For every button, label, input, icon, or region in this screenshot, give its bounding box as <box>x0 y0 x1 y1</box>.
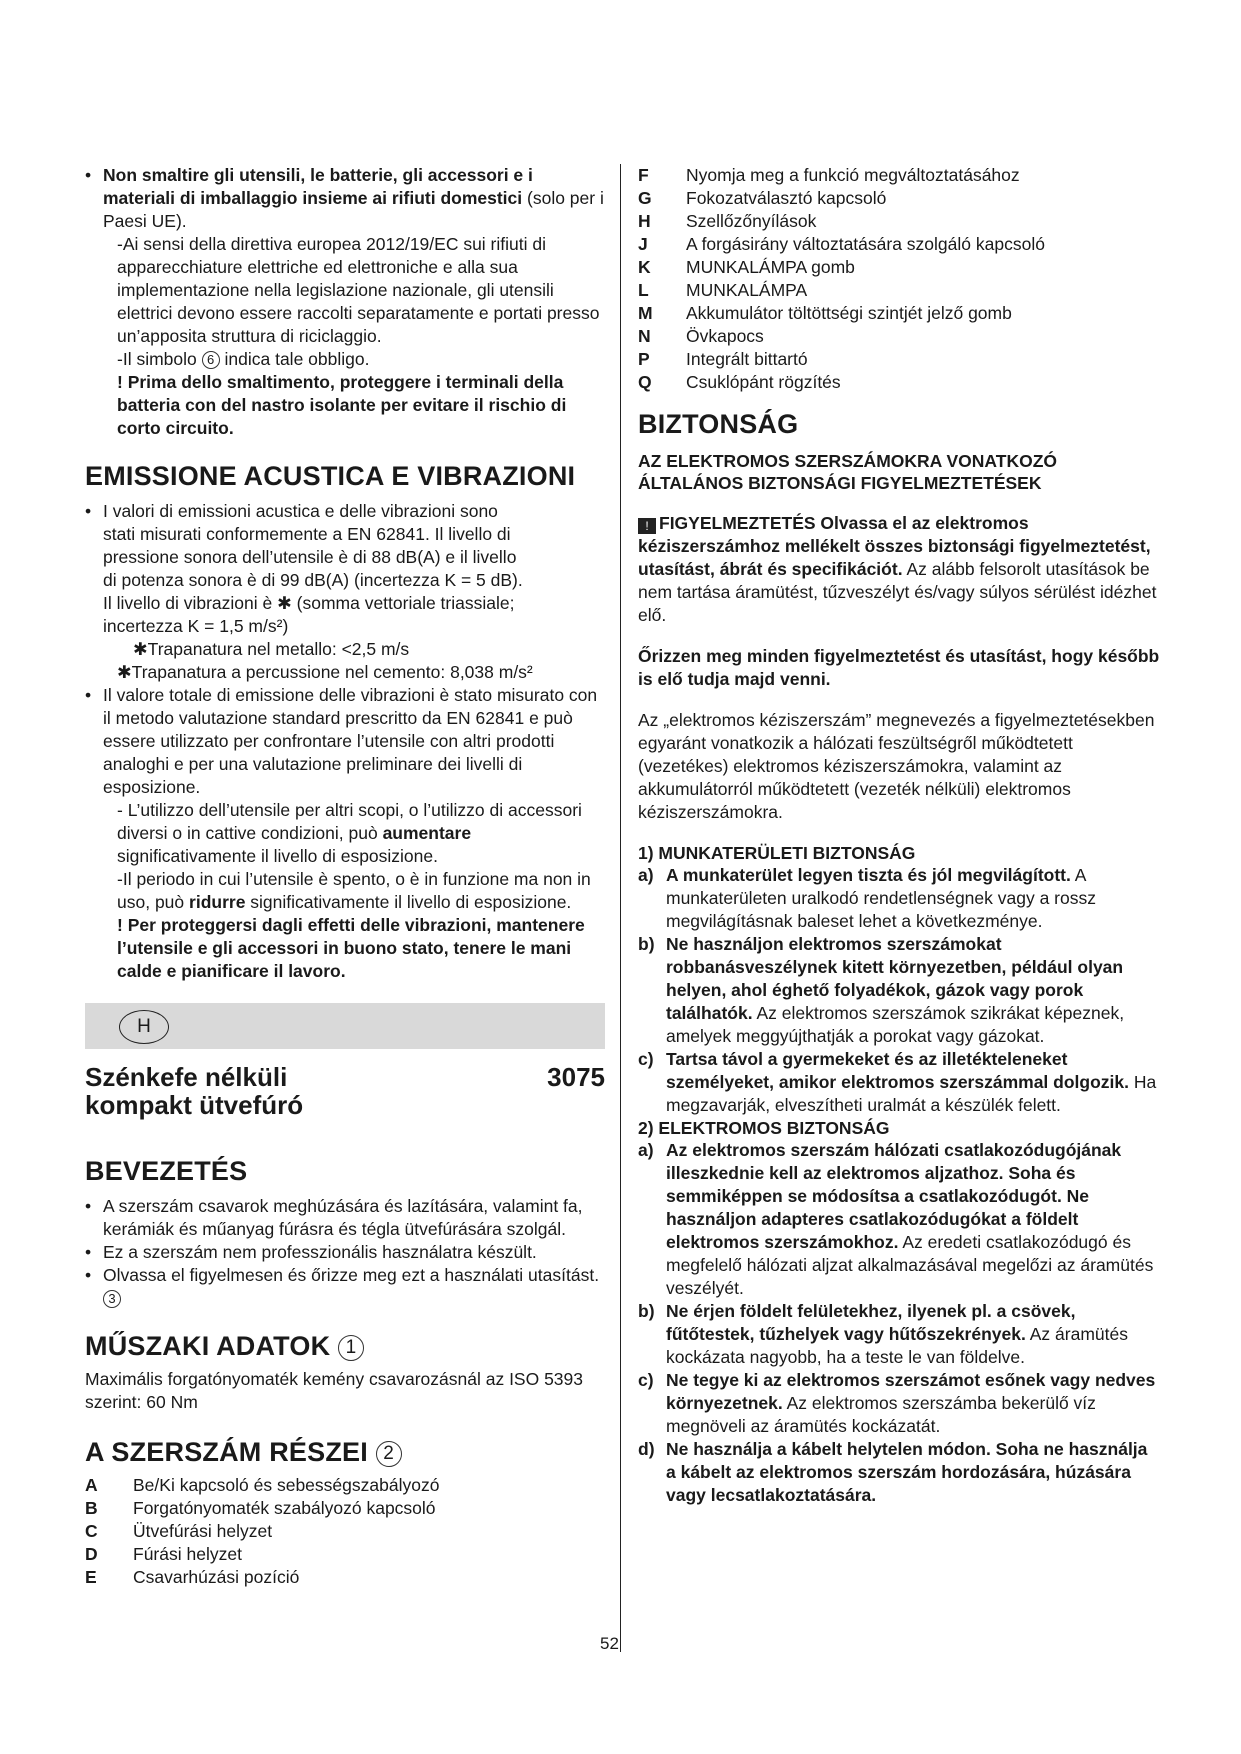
intro-title: BEVEZETÉS <box>85 1156 248 1186</box>
disposal-directive: -Ai sensi della direttiva europea 2012/19/EC sui rifiuti di apparecchiature elettriche ed elettroniche e alla sua implementazione nella legislazione nazionale, gli utensili elettrici devono essere raccolti separatamente e portati presso un’apposita struttura di riciclaggio. <box>117 234 600 346</box>
tech-title: MŰSZAKI ADATOK 1 <box>85 1330 605 1362</box>
page-number: 52 <box>600 1634 619 1653</box>
work-area-title: 1) MUNKATERÜLETI BIZTONSÁG <box>638 843 916 863</box>
emission-bullet-2: • Il valore totale di emissione delle vibrazioni è stato misurato con il metodo valutazione standard prescritto da EN 62841 e può essere utilizzato per confrontare l’utensile con altri prodotti analoghi e per una valutazione preliminare dei livelli di esposizione. <box>85 684 605 799</box>
parts-row: C Ütvefúrási helyzet <box>85 1521 273 1541</box>
disposal-rest: (solo per i Paesi UE). <box>103 188 604 231</box>
parts-row: Q Csuklópánt rögzítés <box>638 372 841 392</box>
parts-row: K MUNKALÁMPA gomb <box>638 257 855 277</box>
work-area-b: b) Ne használjon elektromos szerszámokat robbanásveszélynek kitett környezetben, például olyan helyen, ahol éghető folyadékok, gázok vagy porok találhatók. Az elektromos szerszámok szikrákat képeznek, amelyek meggyújthatják a porokat vagy gázokat. <box>638 934 1125 1046</box>
intro-bullet-3: • Olvassa el figyelmesen és őrizze meg ezt a használati utasítást.3 <box>85 1264 605 1310</box>
safety-keep: Őrizzen meg minden figyelmeztetést és utasítást, hogy később is elő tudja majd venni. <box>638 646 1160 689</box>
product-title-line-2: kompakt ütvefúró <box>85 1090 304 1120</box>
electrical-b: b) Ne érjen földelt felületekhez, ilyenek pl. a csövek, fűtőtestek, tűzhelyek vagy hűtőszekrények. Az áramütés kockázata nagyobb, ha a teste le van földelve. <box>638 1301 1128 1367</box>
emission-bullet-1: • I valori di emissioni acustica e delle vibrazioni sono stati misurati conformemente a EN 62841. Il livello di pressione sonora dell’utensile è di 88 dB(A) e il livello di potenza sonora è di 99 dB(A) (incertezza K = 5 dB). Il livello di vibrazioni è ✱ (somma vettoriale triassiale; incertezza K = 1,5 m/s²) <box>85 500 605 638</box>
left-column <box>85 164 605 1589</box>
safety-subtitle: AZ ELEKTROMOS SZERSZÁMOKRA VONATKOZÓ ÁLTALÁNOS BIZTONSÁGI FIGYELMEZTETÉSEK <box>638 451 1058 493</box>
parts-table <box>85 1474 439 1589</box>
parts-row: D Fúrási helyzet <box>85 1544 242 1564</box>
parts-row: B Forgatónyomaték szabályozó kapcsoló <box>85 1498 436 1518</box>
parts-row: H Szellőzőnyílások <box>638 211 817 231</box>
vibration-metal: ✱Trapanatura nel metallo: <2,5 m/s <box>133 639 410 659</box>
parts-row: A Be/Ki kapcsoló és sebességszabályozó <box>85 1475 440 1495</box>
language-badge: H <box>119 1010 169 1044</box>
ref-circle-3: 3 <box>103 1290 121 1308</box>
ref-circle-6: 6 <box>202 351 220 369</box>
parts-table-cont <box>638 164 1045 394</box>
ref-circle-2: 2 <box>376 1441 402 1467</box>
parts-row: F Nyomja meg a funkció megváltoztatásához <box>638 165 1020 185</box>
intro-bullet-1: • A szerszám csavarok meghúzására és lazítására, valamint fa, kerámiák és műanyag fúrásra és tégla ütvefúrására szolgál. <box>85 1195 605 1241</box>
intro-bullet-2: • Ez a szerszám nem professzionális használatra készült. <box>85 1241 605 1264</box>
parts-title: A SZERSZÁM RÉSZEI 2 <box>85 1436 605 1468</box>
parts-row: M Akkumulátor töltöttségi szintjét jelző gomb <box>638 303 1012 323</box>
safety-title: BIZTONSÁG <box>638 409 799 439</box>
parts-row: G Fokozatválasztó kapcsoló <box>638 188 887 208</box>
work-area-c: c) Tartsa távol a gyermekeket és az illetékteleneket személyeket, amikor elektromos szerszámmal dolgozik. Ha megzavarják, elveszítheti uralmát a készülék felett. <box>638 1049 1157 1115</box>
column-divider <box>620 164 621 1652</box>
emission-list <box>85 500 605 638</box>
emission-dash-1: - L’utilizzo dell’utensile per altri scopi, o l’utilizzo di accessori diversi o in cattive condizioni, può aumentare significativamente il livello di esposizione. <box>117 800 582 866</box>
warning-icon: ! <box>638 518 656 534</box>
parts-row: E Csavarhúzási pozíció <box>85 1567 300 1587</box>
disposal-list <box>85 164 605 233</box>
electrical-a: a) Az elektromos szerszám hálózati csatlakozódugójának illeszkednie kell az elektromos aljzathoz. Soha és semmiképpen se módosítsa a csatlakozódugót. Ne használjon adapteres csatlakozódugókat a földelt elektromos szerszámokhoz. Az eredeti csatlakozódugó és megfelelő hálózati aljzat alkalmazásával megelőzi az áramütés veszélyét. <box>638 1140 1154 1298</box>
emission-list-2 <box>85 684 605 799</box>
disposal-symbol: -Il simbolo 6 indica tale obbligo. <box>117 349 370 369</box>
electrical-title: 2) ELEKTROMOS BIZTONSÁG <box>638 1118 890 1138</box>
product-number: 3075 <box>547 1062 605 1092</box>
electrical-c: c) Ne tegye ki az elektromos szerszámot esőnek vagy nedves környezetnek. Az elektromos szerszámba bekerülő víz megnöveli az áramütés kockázatát. <box>638 1370 1156 1436</box>
language-bar <box>85 1003 605 1049</box>
parts-row: P Integrált bittartó <box>638 349 808 369</box>
parts-row: L MUNKALÁMPA <box>638 280 808 300</box>
vibration-concrete: ✱Trapanatura a percussione nel cemento: 8,038 m/s² <box>117 662 533 682</box>
product-title <box>85 1063 605 1119</box>
safety-definition: Az „elektromos kéziszerszám” megnevezés a figyelmeztetésekben egyaránt vonatkozik a hálózati feszültségről működtetett (vezetékes) elektromos kéziszerszámokra, valamint az akkumulátorról működtetett (vezeték nélküli) elektromos kéziszerszámokra. <box>638 710 1155 822</box>
electrical-d: d) Ne használja a kábelt helytelen módon. Soha ne használja a kábelt az elektromos szerszám hordozására, húzására vagy lecsatlakoztatására. <box>638 1439 1148 1505</box>
disposal-warning: ! Prima dello smaltimento, proteggere i terminali della batteria con del nastro isolante per evitare il rischio di corto circuito. <box>117 372 567 438</box>
emission-warning: ! Per proteggersi dagli effetti delle vibrazioni, mantenere l’utensile e gli accessori in buono stato, tenere le mani calde e pianificare il lavoro. <box>117 915 585 981</box>
emission-dash-2: -Il periodo in cui l’utensile è spento, o è in funzione ma non in uso, può ridurre significativamente il livello di esposizione. <box>117 869 591 912</box>
disposal-bold: Non smaltire gli utensili, le batterie, gli accessori e i materiali di imballaggio insieme ai rifiuti domestici <box>103 165 533 208</box>
intro-list <box>85 1195 605 1310</box>
parts-row: J A forgásirány változtatására szolgáló kapcsoló <box>638 234 1045 254</box>
ref-circle-1: 1 <box>338 1335 364 1361</box>
right-column <box>638 164 1160 1507</box>
disposal-bullet <box>85 164 605 233</box>
parts-row: N Övkapocs <box>638 326 764 346</box>
product-title-line-1: Szénkefe nélküli <box>85 1062 288 1092</box>
safety-warning: ! FIGYELMEZTETÉS Olvassa el az elektromos kéziszerszámhoz mellékelt összes biztonsági figyelmeztetést, utasítást, ábrát és specifikációt. Az alább felsorolt utasítások be nem tartása áramütést, tűzveszélyt és/vagy súlyos sérülést idézhet elő. <box>638 513 1157 625</box>
work-area-a: a) A munkaterület legyen tiszta és jól megvilágított. A munkaterületen uralkodó rendetlenségnek vagy a rossz megvilágításnak baleset lehet a következménye. <box>638 865 1096 931</box>
emission-title: EMISSIONE ACUSTICA E VIBRAZIONI <box>85 461 576 491</box>
tech-text: Maximális forgatónyomaték kemény csavarozásnál az ISO 5393 szerint: 60 Nm <box>85 1369 584 1412</box>
